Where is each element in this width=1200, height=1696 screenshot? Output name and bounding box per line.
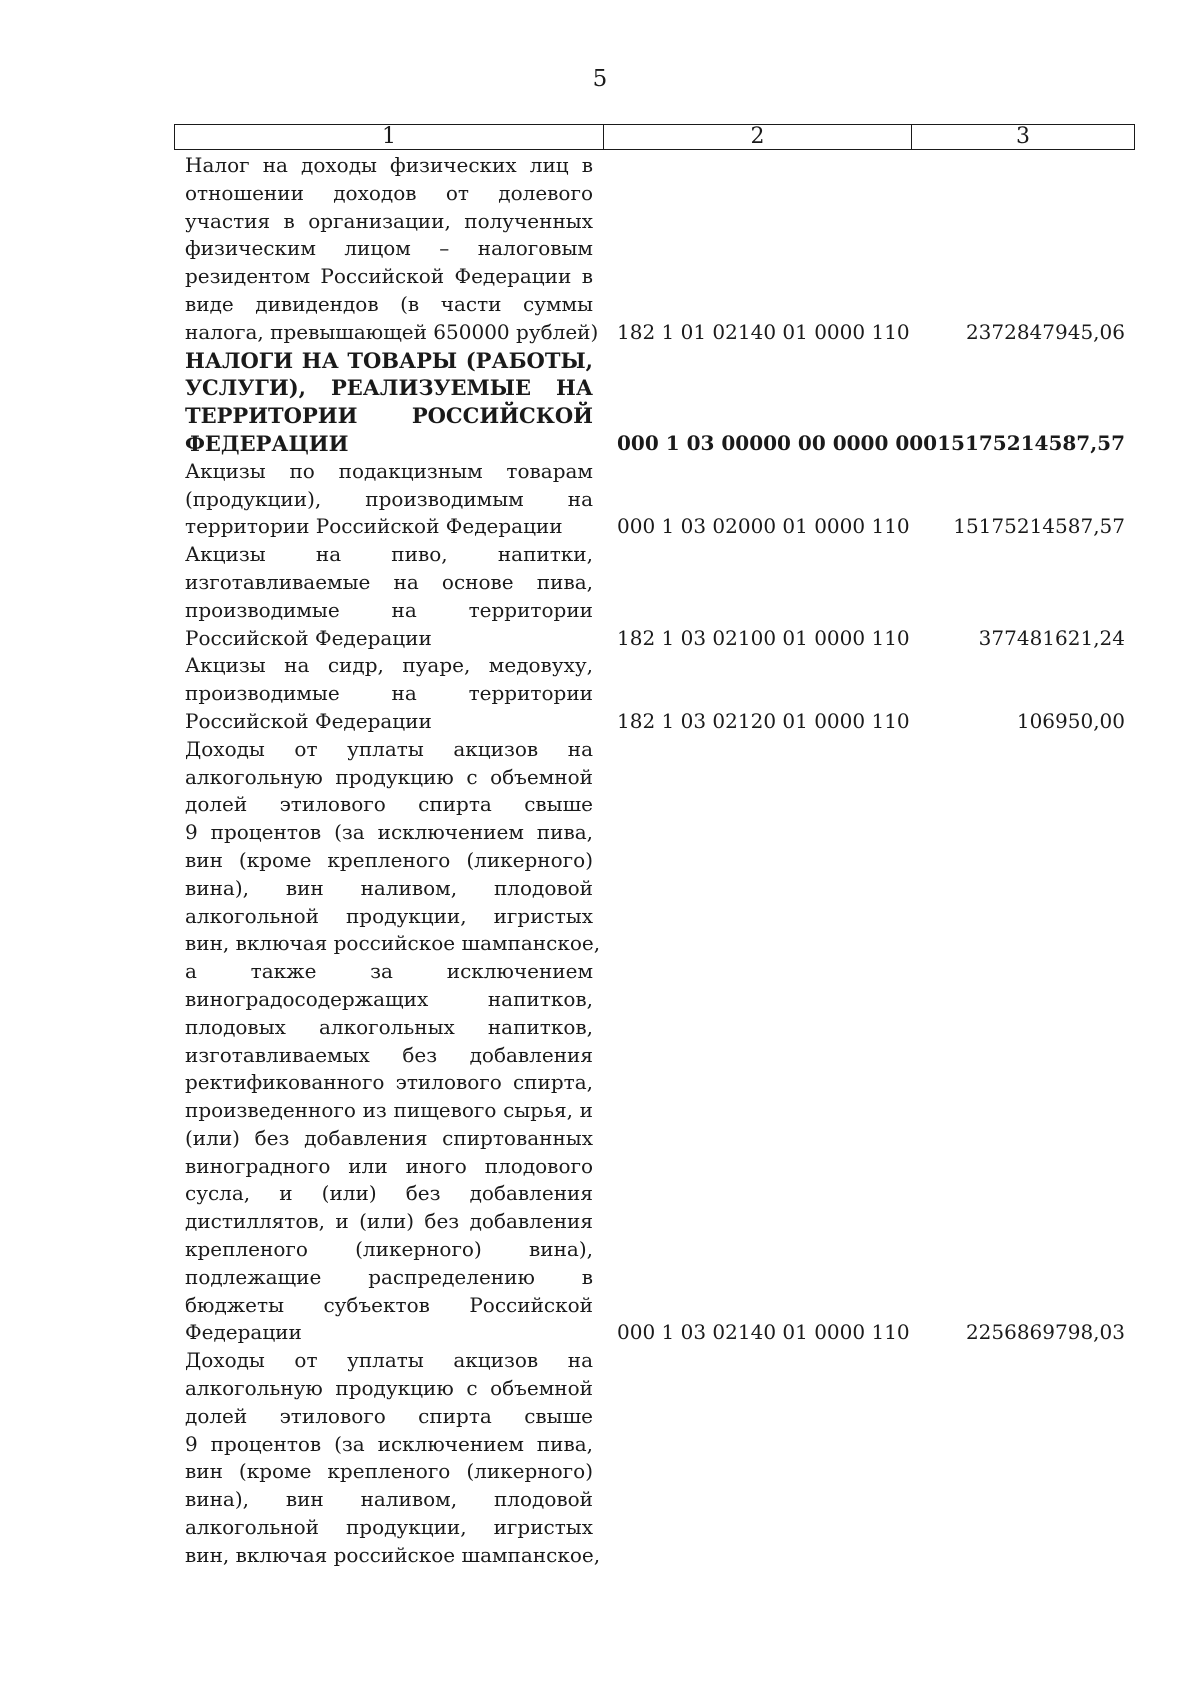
row-amount: 15175214587,57 <box>953 514 1125 539</box>
row-name-line: (продукции), производимым на <box>185 486 593 511</box>
row-amount: 2372847945,06 <box>965 319 1125 344</box>
row-name-line: вина), вин наливом, плодовой <box>185 1487 593 1512</box>
row-name-line: изготавливаемых без добавления <box>185 1042 593 1067</box>
row-name-line: 9 процентов (за исключением пива, <box>185 1431 593 1456</box>
row-code: 182 1 03 02100 01 0000 110 <box>617 625 910 650</box>
row-name-line: Российской Федерации <box>185 708 432 733</box>
row-name-line: вина), вин наливом, плодовой <box>185 875 593 900</box>
column-header-1: 1 <box>175 125 604 149</box>
table-row <box>185 347 1135 458</box>
row-amount: 2256869798,03 <box>965 1320 1125 1345</box>
row-code: 000 1 03 02000 01 0000 110 <box>617 514 910 539</box>
row-name-line: Доходы от уплаты акцизов на <box>185 1348 593 1373</box>
row-name-line: вин, включая российское шампанское, <box>185 931 601 956</box>
row-name-line: долей этилового спирта свыше <box>185 792 593 817</box>
row-name-line: алкогольную продукцию с объемной <box>185 1376 593 1401</box>
row-name-line: вин (кроме крепленого (ликерного) <box>185 1459 593 1484</box>
row-name-line: плодовых алкогольных напитков, <box>185 1014 593 1039</box>
row-name-line: сусла, и (или) без добавления <box>185 1181 593 1206</box>
page-number: 5 <box>592 66 608 92</box>
row-name <box>185 458 593 541</box>
row-name-line: подлежащие распределению в <box>185 1264 593 1289</box>
row-name-line: Акцизы на сидр, пуаре, медовуху, <box>185 653 593 678</box>
row-name <box>185 347 593 458</box>
row-name-line: долей этилового спирта свыше <box>185 1403 593 1428</box>
table-body <box>185 152 1135 1570</box>
row-name-line: производимые на территории <box>185 597 593 622</box>
row-name-line: УСЛУГИ), РЕАЛИЗУЕМЫЕ НА <box>185 375 593 401</box>
row-name-line: Доходы от уплаты акцизов на <box>185 736 593 761</box>
row-amount: 15175214587,57 <box>937 430 1125 455</box>
column-header-3: 3 <box>1016 124 1030 149</box>
row-name-line: территории Российской Федерации <box>185 514 563 539</box>
row-name-line: алкогольной продукции, игристых <box>185 1515 593 1540</box>
row-name-line: производимые на территории <box>185 681 593 706</box>
row-name <box>185 652 593 735</box>
row-name <box>185 1347 601 1569</box>
row-name-line: участия в организации, полученных <box>185 208 593 233</box>
row-name-line: Акцизы на пиво, напитки, <box>185 542 593 567</box>
row-name-line: ТЕРРИТОРИИ РОССИЙСКОЙ <box>185 403 593 429</box>
row-name-line: изготавливаемые на основе пива, <box>185 569 593 594</box>
table-row <box>185 652 1135 735</box>
row-name-line: ректификованного этилового спирта, <box>185 1070 593 1095</box>
row-name <box>185 736 601 1348</box>
row-name-line: крепленого (ликерного) вина), <box>185 1237 593 1262</box>
row-name-line: (или) без добавления спиртованных <box>185 1125 593 1150</box>
row-name-line: дистиллятов, и (или) без добавления <box>185 1209 593 1234</box>
column-header-2: 2 <box>604 125 912 149</box>
row-code: 182 1 01 02140 01 0000 110 <box>617 319 910 344</box>
row-name-line: Российской Федерации <box>185 625 432 650</box>
table-row <box>185 152 1135 347</box>
row-code: 000 1 03 00000 00 0000 000 <box>617 430 938 455</box>
row-name-line: Налог на доходы физических лиц в <box>185 153 593 177</box>
row-name-line: Федерации <box>185 1320 302 1345</box>
row-name-line: отношении доходов от долевого <box>185 180 593 205</box>
row-name <box>185 152 599 347</box>
row-name-line: виноградосодержащих напитков, <box>185 986 593 1011</box>
row-name-line: бюджеты субъектов Российской <box>185 1292 593 1317</box>
row-amount: 106950,00 <box>1016 708 1125 733</box>
row-name-line: алкогольной продукции, игристых <box>185 903 593 928</box>
row-name-line: 9 процентов (за исключением пива, <box>185 820 593 845</box>
row-name-line: налога, превышающей 650000 рублей) <box>185 319 599 344</box>
row-name-line: Акцизы по подакцизным товарам <box>185 458 593 483</box>
row-name <box>185 541 593 652</box>
row-name-line: вин (кроме крепленого (ликерного) <box>185 847 593 872</box>
row-name-line: виде дивидендов (в части суммы <box>185 291 593 316</box>
row-name-line: виноградного или иного плодового <box>185 1153 593 1178</box>
table-row <box>185 1347 1135 1569</box>
row-name-line: НАЛОГИ НА ТОВАРЫ (РАБОТЫ, <box>185 347 593 373</box>
row-name-line: физическим лицом – налоговым <box>185 236 593 261</box>
table-row <box>185 736 1135 1348</box>
table-row <box>185 541 1135 652</box>
row-name-line: вин, включая российское шампанское, <box>185 1542 601 1567</box>
row-name-line: ФЕДЕРАЦИИ <box>185 430 349 456</box>
row-name-line: алкогольную продукцию с объемной <box>185 764 593 789</box>
row-name-line: а также за исключением <box>185 959 593 984</box>
row-name-line: резидентом Российской Федерации в <box>185 264 593 289</box>
row-code: 000 1 03 02140 01 0000 110 <box>617 1320 910 1345</box>
table-header <box>174 124 1135 150</box>
table-row <box>185 458 1135 541</box>
row-name-line: произведенного из пищевого сырья, и <box>185 1098 593 1123</box>
row-code: 182 1 03 02120 01 0000 110 <box>617 708 910 733</box>
row-amount: 377481621,24 <box>978 625 1125 650</box>
